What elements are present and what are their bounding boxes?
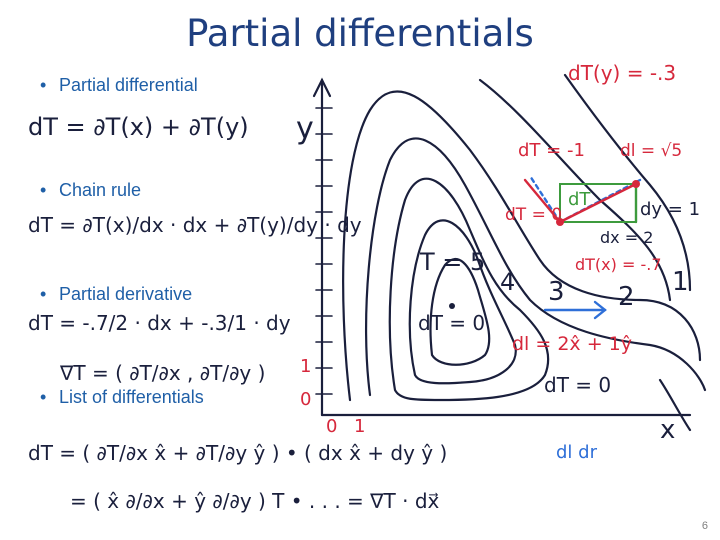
eq-list-1: dT = ( ∂T/∂x x̂ + ∂T/∂y ŷ ) • ( dx x̂ + dy ŷ ) <box>28 441 448 465</box>
label-dT-minus1: dT = -1 <box>518 140 585 161</box>
x-tick-1: 1 <box>354 416 366 437</box>
bullet-text: Chain rule <box>59 180 142 200</box>
label-3: 3 <box>548 277 565 307</box>
label-dT-y: dT(y) = -.3 <box>568 61 677 85</box>
y-tick-0: 0 <box>300 389 312 410</box>
label-4: 4 <box>500 268 516 296</box>
bullet-dot-icon: • <box>40 75 47 95</box>
plot-labels <box>296 61 700 463</box>
peak-point <box>449 303 455 309</box>
bullet-text: Partial differential <box>59 75 198 95</box>
slide-title: Partial differentials <box>186 12 534 55</box>
label-dT0-lower: dT = 0 <box>544 373 612 397</box>
x-tick-0: 0 <box>326 416 338 437</box>
bullet-text: List of differentials <box>59 387 204 407</box>
page-number: 6 <box>701 520 708 532</box>
label-dx: dx = 2 <box>600 228 654 247</box>
axis-label-x: x <box>660 415 676 445</box>
label-2: 2 <box>618 282 635 312</box>
label-dl: dl = √5 <box>620 141 683 161</box>
label-dl-vec: dl = 2x̂ + 1ŷ <box>512 333 633 355</box>
eq-partial-derivative: dT = -.7/2 · dx + -.3/1 · dy <box>28 311 291 335</box>
y-tick-1: 1 <box>300 356 312 377</box>
label-dT-box: dT <box>568 189 591 210</box>
axis-label-y: y <box>296 111 314 146</box>
label-dl-dr: dl dr <box>556 442 597 463</box>
eq-gradient: ∇T = ( ∂T/∂x , ∂T/∂y ) <box>60 361 266 385</box>
eq-partial-differential: dT = ∂T(x) + ∂T(y) <box>28 113 249 141</box>
bullet-dot-icon: • <box>40 284 47 304</box>
contour-plot <box>314 75 705 430</box>
bullet-dot-icon: • <box>40 387 47 407</box>
red-tip-point <box>632 180 640 188</box>
label-dT0-inner: dT = 0 <box>418 311 486 335</box>
label-T5: T = 5 <box>420 248 486 276</box>
bullet-dot-icon: • <box>40 180 47 200</box>
contour-4 <box>410 220 516 383</box>
label-dT-x: dT(x) = -.7 <box>575 255 662 274</box>
y-axis-ticks <box>316 108 332 394</box>
eq-chain-rule: dT = ∂T(x)/dx · dx + ∂T(y)/dy · dy <box>28 213 362 237</box>
eq-list-2: = ( x̂ ∂/∂x + ŷ ∂/∂y ) T • . . . = ∇T · dx⃗ <box>70 489 440 513</box>
label-dy: dy = 1 <box>640 199 701 220</box>
label-1: 1 <box>672 267 689 297</box>
label-dT-0: dT = 0 <box>505 205 563 225</box>
bullet-text: Partial derivative <box>59 284 193 304</box>
